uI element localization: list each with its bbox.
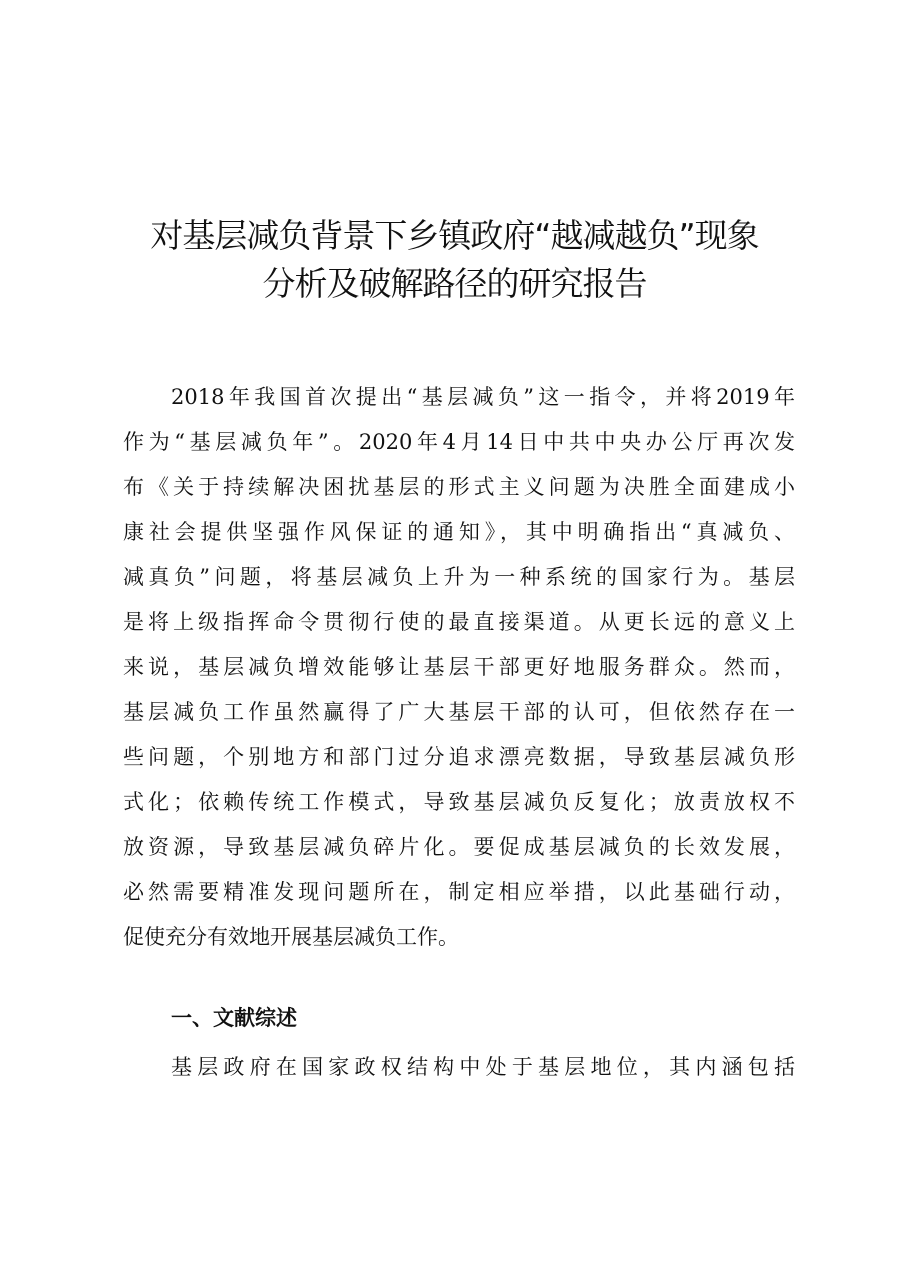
paragraph-line: 促使充分有效地开展基层减负工作。 bbox=[123, 925, 459, 949]
section-paragraph bbox=[123, 1045, 795, 1090]
paragraph-line: 基层政府在国家政权结构中处于基层地位，其内涵包括 bbox=[171, 1055, 795, 1079]
paragraph-line: 些问题，个别地方和部门过分追求漂亮数据，导致基层减负形 bbox=[123, 745, 795, 769]
paragraph-line: 是将上级指挥命令贯彻行使的最直接渠道。从更长远的意义上 bbox=[123, 610, 795, 634]
paragraph-line: 布《关于持续解决困扰基层的形式主义问题为决胜全面建成小 bbox=[123, 475, 795, 499]
title-line-1: 对基层减负背景下乡镇政府“越减越负”现象 bbox=[150, 216, 759, 255]
paragraph-line: 式化；依赖传统工作模式，导致基层减负反复化；放责放权不 bbox=[123, 790, 795, 814]
title-line-2: 分析及破解路径的研究报告 bbox=[262, 264, 647, 303]
paragraph-line: 基层减负工作虽然赢得了广大基层干部的认可，但依然存在一 bbox=[123, 700, 795, 724]
paragraph-line: 放资源，导致基层减负碎片化。要促成基层减负的长效发展， bbox=[123, 835, 795, 859]
paragraph-line: 必然需要精准发现问题所在，制定相应举措，以此基础行动， bbox=[123, 880, 795, 904]
document-title bbox=[60, 212, 849, 308]
paragraph-line: 康社会提供坚强作风保证的通知》，其中明确指出“真减负、 bbox=[123, 520, 795, 544]
section-heading: 一、文献综述 bbox=[171, 1006, 297, 1030]
paragraph-line: 作为“基层减负年”。2020年4月14日中共中央办公厅再次发 bbox=[123, 430, 795, 454]
intro-paragraph bbox=[123, 375, 795, 960]
paragraph-line: 减真负”问题，将基层减负上升为一种系统的国家行为。基层 bbox=[123, 565, 795, 589]
paragraph-line: 2018年我国首次提出“基层减负”这一指令，并将2019年 bbox=[171, 385, 795, 409]
paragraph-line: 来说，基层减负增效能够让基层干部更好地服务群众。然而， bbox=[123, 655, 795, 679]
